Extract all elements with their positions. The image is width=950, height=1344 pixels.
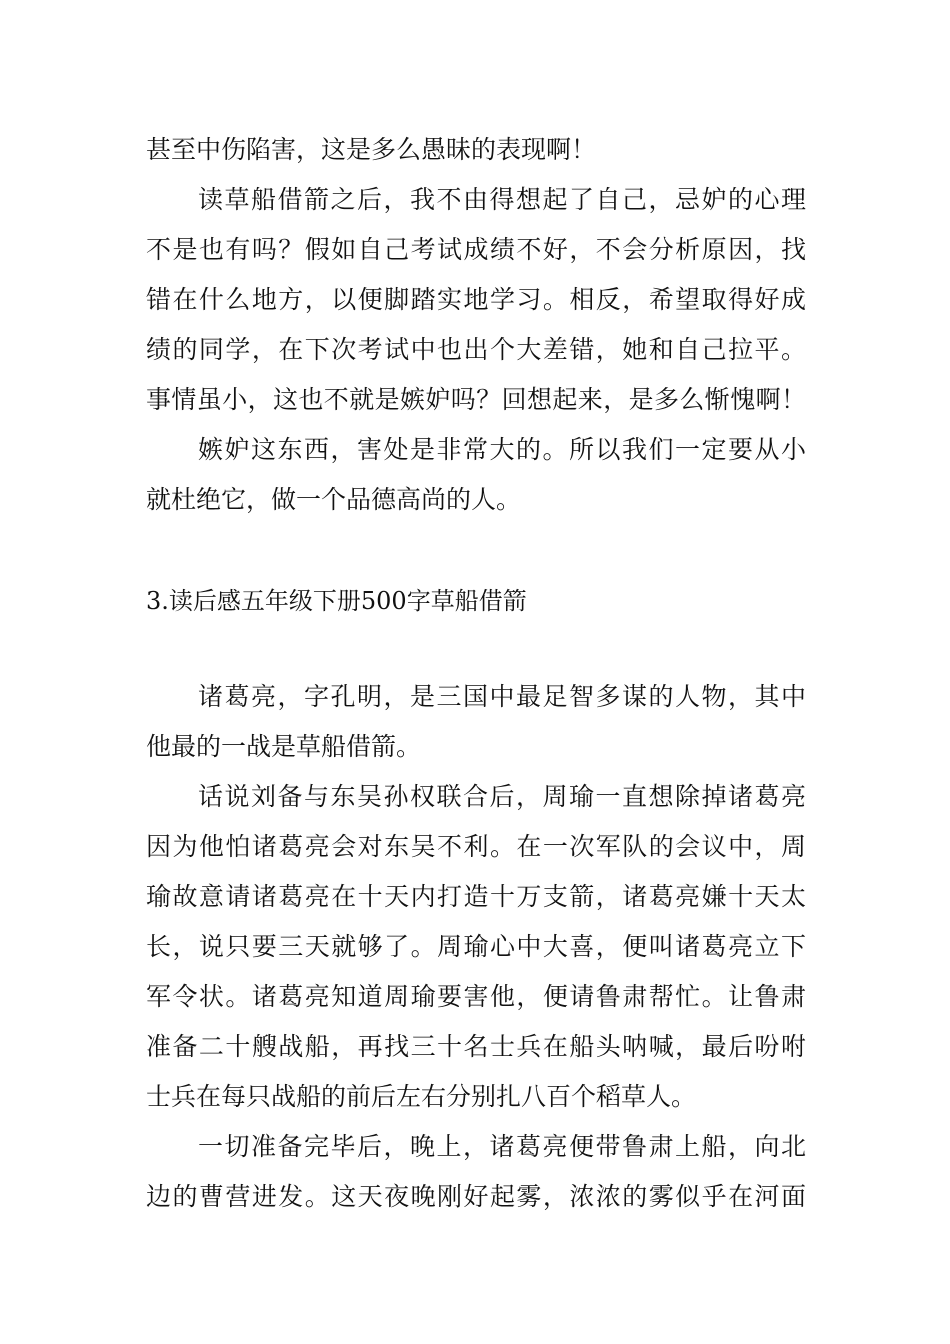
text-line: 他最的一战是草船借箭。: [146, 732, 422, 761]
text-line: 瑜故意请诸葛亮在十天内打造十万支箭，诸葛亮嫌十天太: [146, 882, 806, 911]
text-line: 嫉妒这东西，害处是非常大的。所以我们一定要从小: [198, 435, 806, 464]
text-line: 边的曹营进发。这天夜晚刚好起雾，浓浓的雾似乎在河面: [146, 1182, 806, 1211]
text-line: 长，说只要三天就够了。周瑜心中大喜，便叫诸葛亮立下: [146, 932, 806, 961]
section-heading: 3.读后感五年级下册500字草船借箭: [146, 587, 527, 615]
text-line: 就杜绝它，做一个品德高尚的人。: [146, 485, 522, 514]
text-line: 诸葛亮，字孔明，是三国中最足智多谋的人物，其中: [198, 682, 806, 711]
text-line: 事情虽小，这也不就是嫉妒吗？回想起来，是多么惭愧啊！: [146, 385, 806, 414]
text-line: 读草船借箭之后，我不由得想起了自己，忌妒的心理: [198, 185, 806, 214]
text-line: 不是也有吗？假如自己考试成绩不好，不会分析原因，找: [146, 235, 806, 264]
text-line: 一切准备完毕后，晚上，诸葛亮便带鲁肃上船，向北: [198, 1132, 806, 1161]
text-line: 错在什么地方，以便脚踏实地学习。相反，希望取得好成: [146, 285, 806, 314]
text-line: 因为他怕诸葛亮会对东吴不利。在一次军队的会议中，周: [146, 832, 806, 861]
text-line: 绩的同学，在下次考试中也出个大差错，她和自己拉平。: [146, 335, 806, 364]
text-line: 甚至中伤陷害，这是多么愚昧的表现啊！: [146, 135, 597, 164]
text-line: 军令状。诸葛亮知道周瑜要害他，便请鲁肃帮忙。让鲁肃: [146, 982, 806, 1011]
text-line: 准备二十艘战船，再找三十名士兵在船头呐喊，最后吩咐: [146, 1032, 806, 1061]
text-line: 士兵在每只战船的前后左右分别扎八百个稻草人。: [146, 1082, 697, 1111]
text-line: 话说刘备与东吴孙权联合后，周瑜一直想除掉诸葛亮: [198, 782, 806, 811]
